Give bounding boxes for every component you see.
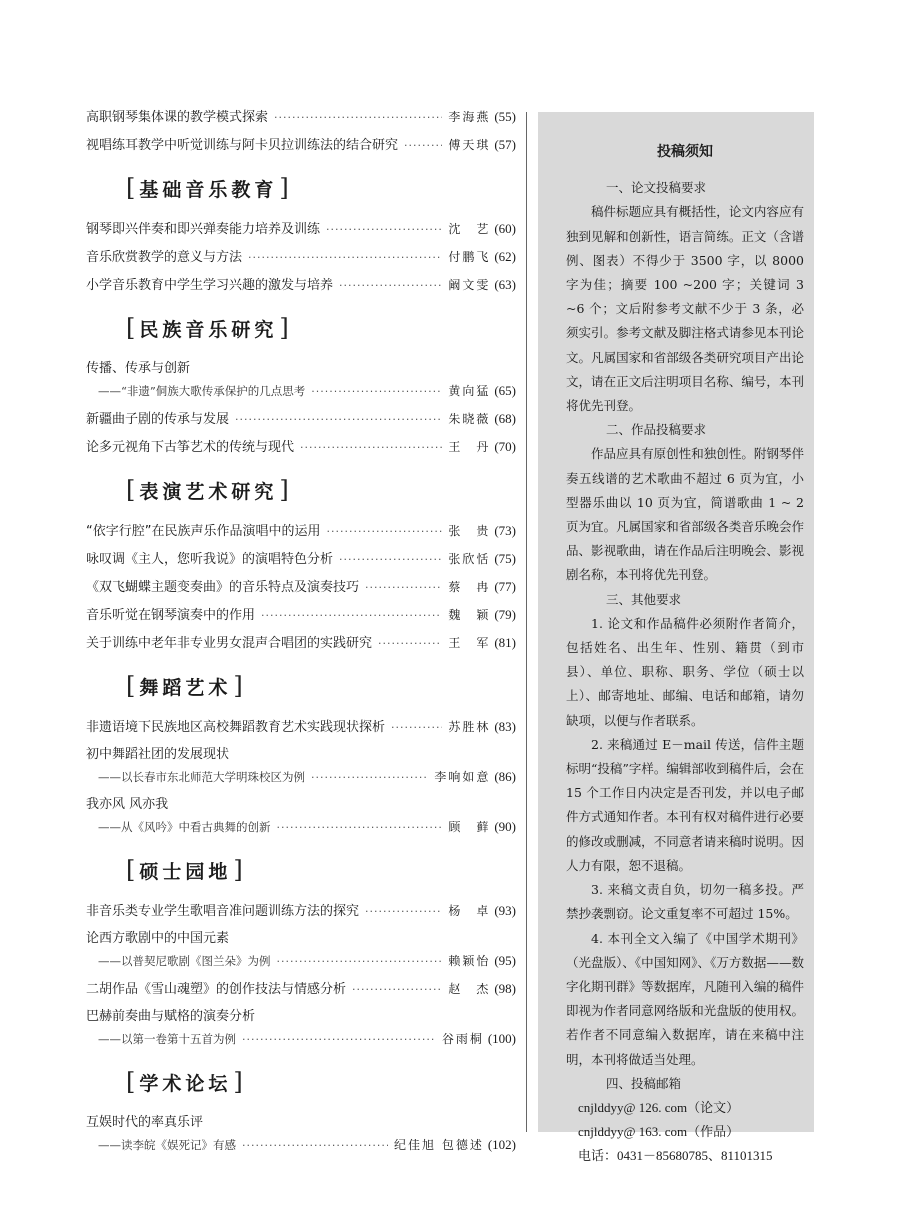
section-heading	[126, 850, 516, 890]
page-number: (60)	[494, 221, 516, 236]
article-author: 赖颖怡	[448, 954, 491, 968]
submission-notice	[538, 112, 814, 1164]
article-author: 王 丹	[448, 440, 491, 454]
leader-dots	[274, 107, 442, 129]
article-title: 巴赫前奏曲与赋格的演奏分析	[86, 1009, 256, 1024]
page-number: (100)	[487, 1031, 516, 1046]
article-title: 非音乐类专业学生歌唱音准问题训练方法的探究	[86, 904, 360, 919]
page-number: (81)	[494, 635, 516, 650]
table-of-contents	[86, 106, 516, 1162]
bracket-right: ]	[233, 1068, 247, 1096]
article-title: 二胡作品《雪山魂塑》的创作技法与情感分析	[86, 982, 347, 997]
page-number: (83)	[494, 719, 516, 734]
leader-dots	[300, 437, 442, 459]
bracket-right: ]	[279, 476, 293, 504]
notice-paragraph: 1. 论文和作品稿件必须附作者简介，包括姓名、出生年、性别、籍贯（到市县）、单位、职称、职务、学位（硕士以上）、邮寄地址、邮编、电话和邮箱，请勿缺项，以便与作者联系。	[566, 615, 804, 728]
toc-entry[interactable]	[86, 548, 516, 570]
toc-entry[interactable]	[86, 900, 516, 922]
toc-entry[interactable]	[86, 1006, 516, 1050]
notice-paragraph: 稿件标题应具有概括性，论文内容应有独到见解和创新性，语言简练。正文（含谱例、图表）不得少于 3500 字，以 8000 字为佳；摘要 100 ~200 字；关键词 3 ~6 个；文后附参考文献不少于 3 条，必须实引。参考文献及脚注格式请参见本刊论文。凡属国家和省部级各类研究项目产出论文，请在正文后注明项目名称、编号，本刊将优先刊登。	[566, 204, 804, 414]
article-author: 黄向猛	[448, 384, 491, 398]
notice-paragraph: 3. 来稿文责自负，切勿一稿多投。严禁抄袭剽窃。论文重复率不可超过 15%。	[566, 882, 804, 922]
leader-dots	[391, 717, 442, 739]
toc-entry[interactable]	[86, 744, 516, 788]
bracket-right: ]	[279, 314, 293, 342]
section-heading	[126, 168, 516, 208]
section-heading	[126, 308, 516, 348]
article-title: 关于训练中老年非专业男女混声合唱团的实践研究	[86, 636, 373, 651]
leader-dots	[311, 381, 442, 403]
article-subtitle: ——读李皖《娱死记》有感	[98, 1138, 236, 1152]
bracket-right: ]	[233, 672, 247, 700]
toc-entry[interactable]	[86, 978, 516, 1000]
page-number: (90)	[494, 819, 516, 834]
toc-entry[interactable]	[86, 1112, 516, 1156]
section-title: 硕士园地	[139, 860, 232, 883]
page-number: (62)	[494, 249, 516, 264]
leader-dots	[352, 979, 442, 1001]
page-number: (65)	[494, 383, 516, 398]
notice-heading: 一、论文投稿要求	[606, 180, 707, 196]
page-number: (102)	[487, 1137, 516, 1152]
section-heading	[126, 666, 516, 706]
article-subtitle: ——以普契尼歌剧《图兰朵》为例	[98, 954, 271, 968]
leader-dots	[339, 275, 442, 297]
article-author: 沈 艺	[448, 222, 491, 236]
page-number: (55)	[494, 109, 516, 124]
notice-paragraph: 2. 来稿通过 E－mail 传送，信件主题标明“投稿”字样。编辑部收到稿件后，会在 15 个工作日内决定是否刊发，并以电子邮件方式通知作者。本刊有权对稿件进行必要的修改或删减，不同意者请来稿时说明。因人力有限，恕不退稿。	[566, 736, 804, 873]
article-author: 傅天琪	[448, 138, 491, 152]
toc-entry[interactable]	[86, 358, 516, 402]
toc-entry[interactable]	[86, 218, 516, 240]
notice-heading: 二、作品投稿要求	[606, 422, 707, 438]
notice-contact: cnjlddyy@ 126. com（论文）	[578, 1099, 740, 1115]
leader-dots	[242, 1135, 388, 1157]
leader-dots	[339, 549, 442, 571]
leader-dots	[365, 577, 442, 599]
article-subtitle: ——以第一卷第十五首为例	[98, 1032, 236, 1046]
article-title: 音乐听觉在钢琴演奏中的作用	[86, 608, 256, 623]
page-number: (98)	[494, 981, 516, 996]
article-author: 张欣恬	[448, 552, 491, 566]
leader-dots	[365, 901, 442, 923]
article-author: 魏 颖	[448, 608, 491, 622]
toc-entry[interactable]	[86, 408, 516, 430]
page-number: (70)	[494, 439, 516, 454]
toc-entry[interactable]	[86, 928, 516, 972]
page-number: (57)	[494, 137, 516, 152]
page-number: (95)	[494, 953, 516, 968]
article-title: 传播、传承与创新	[86, 361, 191, 376]
notice-heading: 三、其他要求	[606, 591, 682, 607]
article-author: 王 军	[448, 636, 491, 650]
page-number: (86)	[494, 769, 516, 784]
article-title: 《双飞蝴蝶主题变奏曲》的音乐特点及演奏技巧	[86, 580, 360, 595]
bracket-left: [	[126, 1068, 140, 1096]
article-subtitle: ——从《风吟》中看古典舞的创新	[98, 820, 271, 834]
leader-dots	[404, 135, 442, 157]
page-number: (79)	[494, 607, 516, 622]
article-title: “依字行腔”在民族声乐作品演唱中的运用	[86, 524, 321, 539]
leader-dots	[277, 817, 443, 839]
article-author: 李海燕	[448, 110, 491, 124]
leader-dots	[311, 767, 428, 789]
page-number: (68)	[494, 411, 516, 426]
article-title: 小学音乐教育中学生学习兴趣的激发与培养	[86, 278, 334, 293]
article-author: 谷雨桐	[441, 1032, 484, 1046]
article-title: 我亦风 风亦我	[86, 797, 169, 812]
notice-paragraph: 4. 本刊全文入编了《中国学术期刊》（光盘版）、《中国知网》、《万方数据——数字化期刊群》等数据库，凡随刊入编的稿件即视为作者同意网络版和光盘版的使用权。若作者不同意编入数据库，请在来稿中注明，本刊将做适当处理。	[566, 930, 804, 1067]
page-number: (75)	[494, 551, 516, 566]
toc-entry[interactable]	[86, 632, 516, 654]
article-author: 朱晓薇	[448, 412, 491, 426]
section-heading	[126, 1062, 516, 1102]
page-number: (73)	[494, 523, 516, 538]
bracket-left: [	[126, 476, 140, 504]
toc-entry[interactable]	[86, 604, 516, 626]
toc-entry[interactable]	[86, 520, 516, 542]
section-title: 表演艺术研究	[139, 480, 278, 503]
toc-entry[interactable]	[86, 106, 516, 128]
section-title: 学术论坛	[139, 1072, 232, 1095]
bracket-right: ]	[279, 174, 293, 202]
article-author: 李响如意	[434, 770, 491, 784]
bracket-left: [	[126, 314, 140, 342]
article-author: 蔡 冉	[448, 580, 491, 594]
notice-heading: 四、投稿邮箱	[606, 1075, 682, 1091]
toc-entry[interactable]	[86, 246, 516, 268]
article-title: 钢琴即兴伴奏和即兴弹奏能力培养及训练	[86, 222, 321, 237]
leader-dots	[242, 1029, 436, 1051]
notice-contact: 电话：0431－85680785、81101315	[578, 1148, 773, 1164]
article-title: 音乐欣赏教学的意义与方法	[86, 250, 243, 265]
bracket-right: ]	[233, 856, 247, 884]
bracket-left: [	[126, 856, 140, 884]
article-title: 视唱练耳教学中听觉训练与阿卡贝拉训练法的结合研究	[86, 138, 399, 153]
article-author: 阚文雯	[448, 278, 491, 292]
section-title: 基础音乐教育	[139, 178, 278, 201]
column-divider	[526, 112, 527, 1132]
toc-entry[interactable]	[86, 576, 516, 598]
article-title: 论多元视角下古筝艺术的传统与现代	[86, 440, 295, 455]
bracket-left: [	[126, 174, 140, 202]
leader-dots	[378, 633, 442, 655]
page-number: (93)	[494, 903, 516, 918]
leader-dots	[248, 247, 442, 269]
section-title: 舞蹈艺术	[139, 676, 232, 699]
toc-entry[interactable]	[86, 274, 516, 296]
section-title: 民族音乐研究	[139, 318, 278, 341]
page-number: (63)	[494, 277, 516, 292]
article-title: 咏叹调《主人，您听我说》的演唱特色分析	[86, 552, 334, 567]
article-author: 杨 卓	[448, 904, 491, 918]
article-author: 苏胜林	[448, 720, 491, 734]
leader-dots	[261, 605, 442, 627]
leader-dots	[277, 951, 443, 973]
article-title: 高职钢琴集体课的教学模式探索	[86, 110, 269, 125]
toc-entry[interactable]	[86, 134, 516, 156]
article-title: 论西方歌剧中的中国元素	[86, 931, 230, 946]
toc-entry[interactable]	[86, 436, 516, 458]
leader-dots	[235, 409, 442, 431]
notice-contact: cnjlddyy@ 163. com（作品）	[578, 1124, 740, 1140]
section-heading	[126, 470, 516, 510]
article-author: 赵 杰	[448, 982, 491, 996]
notice-paragraph: 作品应具有原创性和独创性。附钢琴伴奏五线谱的艺术歌曲不超过 6 页为宜，小型器乐曲以 10 页为宜，简谱歌曲 1 ~ 2 页为宜。凡属国家和省部级各类音乐晚会作品、影视歌曲，请在作品后注明晚会、影视剧名称，本刊将优先刊登。	[566, 446, 804, 583]
page-number: (77)	[494, 579, 516, 594]
article-author: 付鹏飞	[448, 250, 491, 264]
article-author: 纪佳旭 包德述	[394, 1138, 484, 1152]
article-title: 互娱时代的率真乐评	[86, 1115, 204, 1130]
article-title: 非遗语境下民族地区高校舞蹈教育艺术实践现状探析	[86, 720, 386, 735]
toc-entry[interactable]	[86, 794, 516, 838]
article-subtitle: ——以长春市东北师范大学明珠校区为例	[98, 770, 305, 784]
article-author: 顾 藓	[448, 820, 491, 834]
toc-entry[interactable]	[86, 716, 516, 738]
article-subtitle: ——“非遗”侗族大歌传承保护的几点思考	[98, 384, 306, 398]
notice-body	[566, 176, 804, 1168]
article-title: 新疆曲子剧的传承与发展	[86, 412, 230, 427]
notice-title: 投稿须知	[657, 144, 713, 160]
article-author: 张 贵	[448, 524, 491, 538]
leader-dots	[326, 219, 442, 241]
bracket-left: [	[126, 672, 140, 700]
leader-dots	[326, 521, 442, 543]
article-title: 初中舞蹈社团的发展现状	[86, 747, 230, 762]
